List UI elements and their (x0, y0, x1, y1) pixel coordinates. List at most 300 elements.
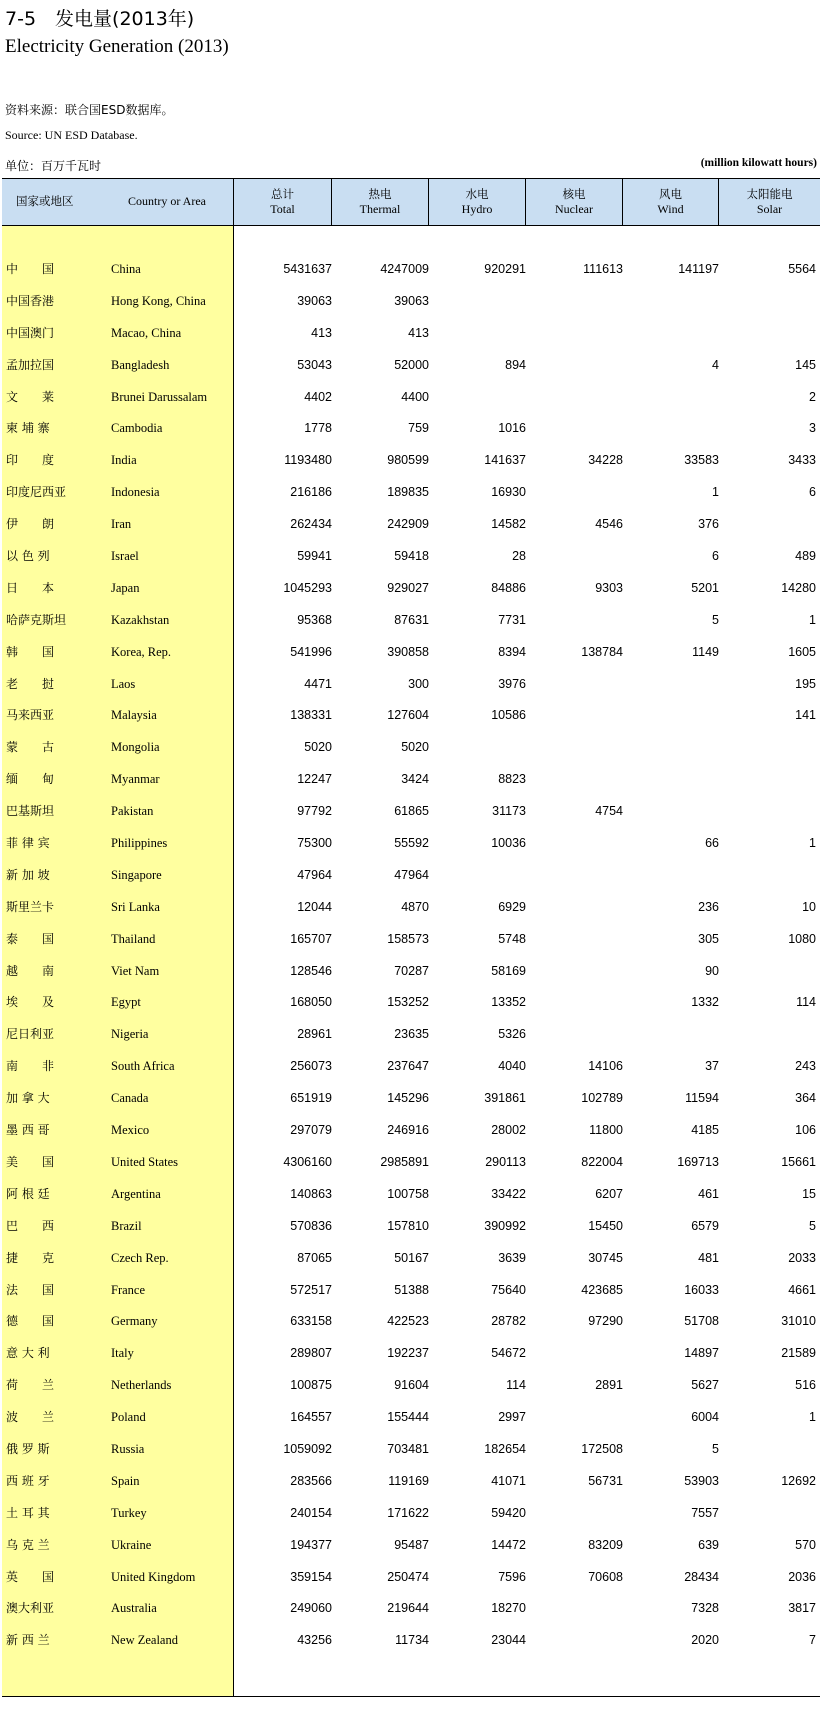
total-value: 194377 (290, 1537, 332, 1552)
header-country-en: Country or Area (128, 194, 206, 208)
country-name-cn: 中国香港 (6, 293, 55, 308)
hydro-value: 390992 (484, 1218, 526, 1233)
wind-value: 6004 (691, 1410, 719, 1425)
hydro-value: 5748 (498, 931, 526, 946)
total-value: 97792 (297, 804, 332, 819)
country-name-en: Australia (111, 1601, 157, 1616)
country-name-en: South Africa (111, 1059, 175, 1074)
wind-value: 1 (712, 485, 719, 500)
table-row (2, 1402, 820, 1434)
source-note-en: Source: UN ESD Database. (5, 128, 138, 142)
wind-value: 236 (698, 899, 719, 914)
country-name-en: Nigeria (111, 1027, 149, 1042)
hydro-value: 290113 (485, 1154, 526, 1169)
table-header (2, 178, 820, 226)
thermal-value: 237647 (387, 1059, 429, 1074)
table-row (2, 637, 820, 669)
nuclear-value: 138784 (581, 644, 623, 659)
country-name-en: Israel (111, 549, 139, 564)
thermal-value: 703481 (387, 1441, 429, 1456)
country-name-en: Brazil (111, 1218, 142, 1233)
solar-value: 141 (795, 708, 816, 723)
country-name-cn: 马来西亚 (6, 708, 55, 723)
total-value: 87065 (297, 1250, 332, 1265)
wind-value: 16033 (684, 1282, 719, 1297)
wind-value: 376 (698, 517, 719, 532)
solar-value: 570 (795, 1537, 816, 1552)
table-row (2, 1306, 820, 1338)
solar-value: 5 (809, 1218, 816, 1233)
thermal-value: 87631 (394, 612, 429, 627)
wind-value: 2020 (691, 1633, 719, 1648)
hydro-value: 28 (512, 549, 526, 564)
solar-value: 243 (795, 1059, 816, 1074)
wind-value: 28434 (684, 1569, 719, 1584)
country-name-cn: 澳大利亚 (6, 1601, 55, 1616)
thermal-value: 3424 (401, 772, 429, 787)
table-row (2, 1562, 820, 1594)
solar-value: 6 (809, 485, 816, 500)
country-name-en: Canada (111, 1091, 149, 1106)
total-value: 128546 (290, 963, 332, 978)
hydro-value: 3976 (498, 676, 526, 691)
solar-value: 21589 (781, 1346, 816, 1361)
wind-value: 51708 (684, 1314, 719, 1329)
total-value: 359154 (290, 1569, 332, 1584)
nuclear-value: 97290 (588, 1314, 623, 1329)
thermal-value: 250474 (387, 1569, 429, 1584)
total-value: 12247 (297, 772, 332, 787)
wind-value: 37 (705, 1059, 719, 1074)
total-value: 4402 (304, 389, 332, 404)
wind-value: 66 (705, 836, 719, 851)
header-country (2, 178, 234, 225)
country-name-cn: 德 国 (6, 1314, 55, 1329)
country-name-cn: 新 加 坡 (6, 867, 50, 882)
country-name-cn: 乌 克 兰 (6, 1537, 50, 1552)
table-row (2, 413, 820, 445)
country-name-en: Spain (111, 1473, 140, 1488)
thermal-value: 759 (408, 421, 429, 436)
country-name-cn: 英 国 (6, 1569, 55, 1584)
country-name-en: Mexico (111, 1123, 150, 1138)
hydro-value: 6929 (498, 899, 526, 914)
thermal-value: 158573 (387, 931, 429, 946)
source-note-cn: 资料来源：联合国ESD数据库。 (5, 103, 174, 117)
header-solar (719, 178, 820, 225)
nuclear-value: 6207 (595, 1186, 623, 1201)
wind-value: 53903 (684, 1473, 719, 1488)
total-value: 572517 (290, 1282, 332, 1297)
total-value: 570836 (290, 1218, 332, 1233)
hydro-value: 10036 (491, 836, 526, 851)
wind-value: 14897 (684, 1346, 719, 1361)
wind-value: 1149 (692, 644, 719, 659)
country-name-cn: 伊 朗 (6, 517, 55, 532)
thermal-value: 47964 (394, 867, 429, 882)
country-name-en: Hong Kong, China (111, 293, 206, 308)
country-name-en: Turkey (111, 1505, 147, 1520)
country-name-cn: 中 国 (6, 262, 55, 276)
solar-value: 1 (809, 612, 816, 627)
total-value: 262434 (290, 517, 332, 532)
total-value: 28961 (297, 1027, 332, 1042)
solar-value: 10 (802, 899, 816, 914)
total-value: 297079 (290, 1123, 332, 1138)
thermal-value: 171622 (387, 1505, 429, 1520)
total-value: 4306160 (283, 1154, 332, 1169)
header-nuclear-cn: 核电 (562, 186, 586, 201)
page-title-cn: 7-5 发电量(2013年) (5, 8, 195, 30)
wind-value: 5627 (691, 1378, 719, 1393)
table-row (2, 669, 820, 701)
country-name-cn: 以 色 列 (6, 549, 50, 564)
country-name-cn: 美 国 (6, 1154, 55, 1169)
country-name-cn: 孟加拉国 (6, 357, 55, 372)
thermal-value: 50167 (394, 1250, 429, 1265)
country-name-cn: 西 班 牙 (6, 1473, 50, 1488)
thermal-value: 155444 (387, 1410, 429, 1425)
hydro-value: 13352 (491, 995, 526, 1010)
country-name-en: Bangladesh (111, 357, 170, 372)
country-name-en: Pakistan (111, 804, 154, 819)
table-row (2, 382, 820, 414)
thermal-value: 4400 (401, 389, 429, 404)
country-name-en: Malaysia (111, 708, 157, 723)
country-name-cn: 韩 国 (6, 644, 55, 659)
table-row (2, 700, 820, 732)
wind-value: 5 (712, 1441, 719, 1456)
table-row (2, 1243, 820, 1275)
hydro-value: 894 (505, 357, 526, 372)
thermal-value: 55592 (394, 836, 429, 851)
nuclear-value: 15450 (588, 1218, 623, 1233)
total-value: 164557 (290, 1410, 332, 1425)
nuclear-value: 111613 (583, 262, 623, 276)
total-value: 138331 (290, 708, 332, 723)
country-name-en: Viet Nam (111, 963, 160, 978)
nuclear-value: 423685 (581, 1282, 623, 1297)
country-name-cn: 菲 律 宾 (6, 836, 50, 851)
table-row (2, 1275, 820, 1307)
wind-value: 7328 (691, 1601, 719, 1616)
header-hydro-cn: 水电 (465, 186, 489, 201)
wind-value: 4 (712, 357, 719, 372)
table-row (2, 605, 820, 637)
wind-value: 639 (698, 1537, 719, 1552)
wind-value: 4185 (691, 1123, 719, 1138)
hydro-value: 182654 (484, 1441, 526, 1456)
table-row (2, 573, 820, 605)
country-name-cn: 阿 根 廷 (6, 1186, 50, 1201)
solar-value: 516 (795, 1378, 816, 1393)
country-name-en: United Kingdom (111, 1569, 196, 1584)
country-name-cn: 捷 克 (6, 1250, 55, 1265)
table-row (2, 924, 820, 956)
table-row (2, 1498, 820, 1530)
thermal-value: 422523 (387, 1314, 429, 1329)
country-name-cn: 荷 兰 (6, 1378, 55, 1393)
wind-value: 5201 (691, 580, 719, 595)
hydro-value: 14472 (491, 1537, 526, 1552)
unit-label-cn: 单位：百万千瓦时 (5, 159, 102, 173)
table-row (2, 477, 820, 509)
thermal-value: 59418 (394, 549, 429, 564)
solar-value: 2033 (788, 1250, 816, 1265)
hydro-value: 41071 (491, 1473, 526, 1488)
table-top-rule (2, 178, 820, 179)
solar-value: 489 (795, 549, 816, 564)
total-value: 240154 (290, 1505, 332, 1520)
total-value: 12044 (297, 899, 332, 914)
thermal-value: 413 (408, 325, 429, 340)
hydro-value: 54672 (491, 1346, 526, 1361)
hydro-value: 1016 (498, 421, 526, 436)
hydro-value: 59420 (491, 1505, 526, 1520)
country-name-cn: 斯里兰卡 (6, 899, 55, 914)
table-row (2, 828, 820, 860)
hydro-value: 7596 (498, 1569, 526, 1584)
total-value: 651919 (290, 1091, 332, 1106)
hydro-value: 141637 (484, 453, 526, 468)
country-name-cn: 巴 西 (6, 1218, 55, 1233)
thermal-value: 91604 (394, 1378, 429, 1393)
header-country-cn: 国家或地区 (16, 194, 74, 208)
total-value: 59941 (297, 549, 332, 564)
country-name-cn: 尼日利亚 (6, 1027, 55, 1042)
solar-value: 145 (795, 357, 816, 372)
solar-value: 31010 (781, 1314, 816, 1329)
thermal-value: 4247009 (380, 262, 429, 276)
country-name-cn: 蒙 古 (6, 740, 55, 755)
header-total-cn: 总计 (271, 186, 294, 201)
hydro-value: 391861 (484, 1091, 526, 1106)
hydro-value: 7731 (498, 612, 526, 627)
solar-value: 15661 (781, 1154, 816, 1169)
country-name-en: Netherlands (111, 1378, 172, 1393)
country-name-cn: 俄 罗 斯 (6, 1441, 50, 1456)
solar-value: 195 (795, 676, 816, 691)
hydro-value: 10586 (491, 708, 526, 723)
country-name-en: Italy (111, 1346, 134, 1361)
table-row (2, 860, 820, 892)
table-row (2, 541, 820, 573)
thermal-value: 153252 (387, 995, 429, 1010)
wind-value: 305 (698, 931, 719, 946)
total-value: 256073 (290, 1059, 332, 1074)
thermal-value: 52000 (394, 357, 429, 372)
header-solar-en: Solar (756, 201, 783, 216)
nuclear-value: 4546 (595, 517, 623, 532)
country-name-cn: 土 耳 其 (6, 1505, 50, 1520)
total-value: 1193480 (284, 453, 332, 468)
solar-value: 114 (796, 995, 816, 1010)
nuclear-value: 34228 (588, 453, 623, 468)
thermal-value: 246916 (387, 1123, 429, 1138)
table-row (2, 350, 820, 382)
table-row (2, 1115, 820, 1147)
hydro-value: 920291 (484, 262, 526, 276)
country-name-cn: 意 大 利 (6, 1346, 50, 1361)
country-name-en: Ukraine (111, 1537, 152, 1552)
thermal-value: 929027 (387, 580, 429, 595)
thermal-value: 23635 (394, 1027, 429, 1042)
wind-value: 33583 (684, 453, 719, 468)
total-value: 633158 (290, 1314, 332, 1329)
total-value: 1778 (304, 421, 332, 436)
header-thermal (332, 178, 429, 225)
country-name-en: India (111, 453, 137, 468)
wind-value: 6579 (691, 1218, 719, 1233)
total-value: 95368 (297, 612, 332, 627)
header-thermal-en: Thermal (359, 201, 401, 216)
country-name-cn: 埃 及 (6, 995, 55, 1010)
solar-value: 14280 (781, 580, 816, 595)
country-name-en: Russia (111, 1441, 145, 1456)
nuclear-value: 11800 (589, 1123, 623, 1138)
total-value: 541996 (290, 644, 332, 659)
country-name-en: New Zealand (111, 1633, 178, 1648)
country-name-en: Myanmar (111, 772, 160, 787)
table-row (2, 1179, 820, 1211)
solar-value: 106 (795, 1123, 816, 1138)
thermal-value: 145296 (387, 1091, 429, 1106)
total-value: 5431637 (283, 262, 332, 276)
country-name-cn: 文 莱 (6, 389, 55, 404)
nuclear-value: 56731 (588, 1473, 623, 1488)
country-name-en: Brunei Darussalam (111, 389, 208, 404)
country-name-en: Thailand (111, 931, 156, 946)
total-value: 53043 (297, 357, 332, 372)
nuclear-value: 30745 (588, 1250, 623, 1265)
country-name-en: Korea, Rep. (111, 644, 172, 659)
country-name-cn: 缅 甸 (6, 772, 55, 787)
total-value: 140863 (290, 1186, 332, 1201)
table-row (2, 956, 820, 988)
total-value: 5020 (304, 740, 332, 755)
total-value: 1045293 (283, 580, 332, 595)
table-row (2, 509, 820, 541)
nuclear-value: 102789 (581, 1091, 623, 1106)
thermal-value: 980599 (387, 453, 429, 468)
country-name-en: Argentina (111, 1186, 161, 1201)
table-row (2, 1625, 820, 1657)
country-name-cn: 南 非 (6, 1059, 55, 1074)
country-name-en: Indonesia (111, 485, 160, 500)
country-name-en: Cambodia (111, 421, 163, 436)
solar-value: 1605 (788, 644, 816, 659)
header-total (234, 178, 332, 225)
country-name-en: Laos (111, 676, 136, 691)
table-row (2, 892, 820, 924)
thermal-value: 100758 (387, 1186, 429, 1201)
thermal-value: 4870 (401, 899, 429, 914)
total-value: 165707 (290, 931, 332, 946)
hydro-value: 2997 (498, 1410, 526, 1425)
table-row (2, 1051, 820, 1083)
table-row (2, 1593, 820, 1625)
solar-value: 7 (809, 1633, 816, 1648)
solar-value: 364 (795, 1091, 816, 1106)
solar-value: 12692 (781, 1473, 816, 1488)
country-name-en: Egypt (111, 995, 141, 1010)
solar-value: 2 (809, 389, 816, 404)
country-name-cn: 日 本 (6, 580, 55, 595)
country-name-en: Macao, China (111, 325, 182, 340)
solar-value: 1080 (788, 931, 816, 946)
country-name-cn: 泰 国 (6, 931, 55, 946)
thermal-value: 390858 (387, 644, 429, 659)
country-name-cn: 法 国 (6, 1282, 55, 1297)
wind-value: 141197 (678, 262, 719, 276)
solar-value: 3817 (788, 1601, 816, 1616)
table-row (2, 1338, 820, 1370)
country-name-en: Iran (111, 517, 132, 532)
nuclear-value: 172508 (581, 1441, 623, 1456)
country-name-en: Singapore (111, 867, 162, 882)
hydro-value: 75640 (491, 1282, 526, 1297)
header-solar-cn: 太阳能电 (746, 186, 793, 201)
total-value: 75300 (297, 836, 332, 851)
country-name-en: Poland (111, 1410, 146, 1425)
country-name-en: Philippines (111, 836, 168, 851)
country-name-cn: 老 挝 (6, 676, 55, 691)
country-name-cn: 墨 西 哥 (6, 1123, 50, 1138)
thermal-value: 11734 (395, 1633, 429, 1648)
nuclear-value: 4754 (595, 804, 623, 819)
country-name-cn: 波 兰 (6, 1410, 55, 1425)
country-name-en: Sri Lanka (111, 899, 160, 914)
thermal-value: 189835 (387, 485, 429, 500)
header-nuclear (526, 178, 623, 225)
table-bottom-rule (2, 1696, 820, 1697)
header-total-en: Total (270, 201, 295, 216)
wind-value: 6 (712, 549, 719, 564)
nuclear-value: 83209 (588, 1537, 623, 1552)
total-value: 168050 (290, 995, 332, 1010)
thermal-value: 127604 (387, 708, 429, 723)
country-name-cn: 新 西 兰 (6, 1633, 50, 1648)
hydro-value: 84886 (491, 580, 526, 595)
country-name-en: United States (111, 1154, 179, 1169)
table-row (2, 1147, 820, 1179)
country-name-en: France (111, 1282, 146, 1297)
thermal-value: 119169 (388, 1473, 429, 1488)
country-name-en: Japan (111, 580, 140, 595)
hydro-value: 18270 (491, 1601, 526, 1616)
hydro-value: 5326 (498, 1027, 526, 1042)
solar-value: 3 (809, 421, 816, 436)
thermal-value: 70287 (394, 963, 429, 978)
country-name-cn: 柬 埔 寨 (6, 421, 50, 436)
header-wind-en: Wind (657, 201, 684, 216)
header-thermal-cn: 热电 (368, 186, 392, 201)
table-row (2, 796, 820, 828)
table-row (2, 987, 820, 1019)
thermal-value: 242909 (387, 517, 429, 532)
total-value: 283566 (290, 1473, 332, 1488)
country-name-cn: 哈萨克斯坦 (6, 612, 67, 627)
unit-label-en: (million kilowatt hours) (700, 157, 817, 169)
nuclear-value: 14106 (588, 1059, 623, 1074)
hydro-value: 28002 (491, 1123, 526, 1138)
solar-value: 15 (802, 1186, 816, 1201)
total-value: 4471 (304, 676, 332, 691)
thermal-value: 95487 (394, 1537, 429, 1552)
country-name-en: Mongolia (111, 740, 160, 755)
country-name-cn: 印度尼西亚 (6, 485, 67, 500)
page-title-en: Electricity Generation (2013) (5, 36, 229, 57)
